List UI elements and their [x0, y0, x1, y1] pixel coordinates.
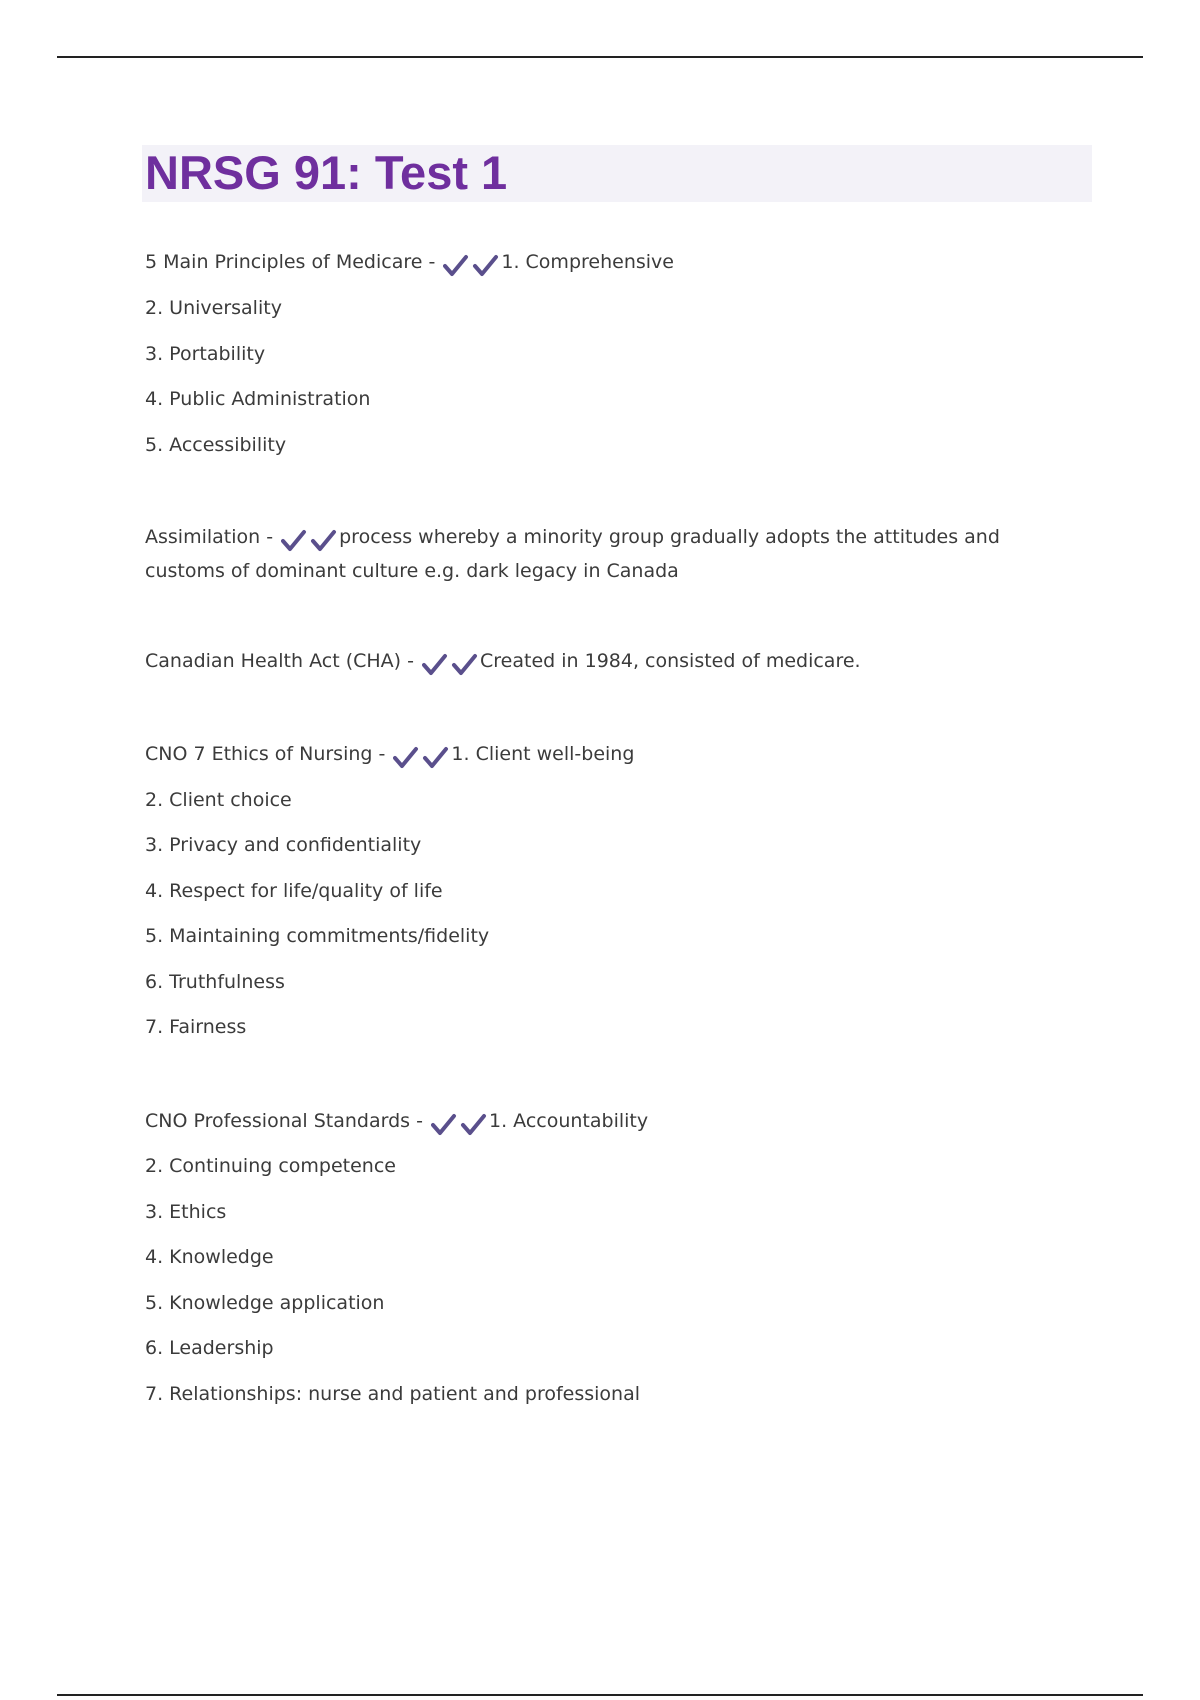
answer-text: 1. Comprehensive: [501, 251, 674, 273]
term-label: CNO Professional Standards -: [145, 1110, 423, 1132]
double-checkmark-icon: [393, 744, 449, 770]
double-checkmark-icon: [281, 525, 337, 556]
answer-text: Created in 1984, consisted of medicare.: [480, 650, 861, 672]
term-label: Assimilation -: [145, 526, 274, 548]
list-item: 4. Public Administration: [145, 388, 371, 410]
term-line: [145, 522, 1085, 587]
list-item: 6. Leadership: [145, 1337, 274, 1359]
list-item: 7. Fairness: [145, 1016, 247, 1038]
term-line: [145, 648, 861, 677]
answer-text: process whereby a minority group gradually adopts the attitudes and customs of dominant culture e.g. dark legacy in Canada: [145, 526, 1000, 582]
list-item: 3. Privacy and confidentiality: [145, 834, 422, 856]
double-checkmark-icon: [422, 651, 478, 677]
term-label: 5 Main Principles of Medicare -: [145, 251, 436, 273]
list-item: 5. Knowledge application: [145, 1292, 385, 1314]
list-item: 3. Ethics: [145, 1201, 227, 1223]
list-item: 7. Relationships: nurse and patient and professional: [145, 1383, 641, 1405]
term-line: [145, 1108, 648, 1137]
term-label: Canadian Health Act (CHA) -: [145, 650, 414, 672]
double-checkmark-icon: [443, 252, 499, 278]
list-item: 2. Universality: [145, 297, 282, 319]
header-rule: [57, 56, 1143, 58]
answer-text: 1. Accountability: [488, 1110, 649, 1132]
footer-rule: [57, 1694, 1143, 1696]
list-item: 3. Portability: [145, 343, 266, 365]
list-item: 2. Continuing competence: [145, 1155, 396, 1177]
list-item: 5. Accessibility: [145, 434, 287, 456]
list-item: 5. Maintaining commitments/fidelity: [145, 925, 490, 947]
answer-text: 1. Client well-being: [451, 743, 635, 765]
list-item: 4. Respect for life/quality of life: [145, 880, 443, 902]
double-checkmark-icon: [431, 1111, 487, 1137]
list-item: 2. Client choice: [145, 789, 292, 811]
list-item: 6. Truthfulness: [145, 971, 285, 993]
list-item: 4. Knowledge: [145, 1246, 274, 1268]
page-title: NRSG 91: Test 1: [145, 146, 508, 199]
term-line: [145, 249, 674, 278]
term-line: [145, 741, 634, 770]
term-label: CNO 7 Ethics of Nursing -: [145, 743, 386, 765]
